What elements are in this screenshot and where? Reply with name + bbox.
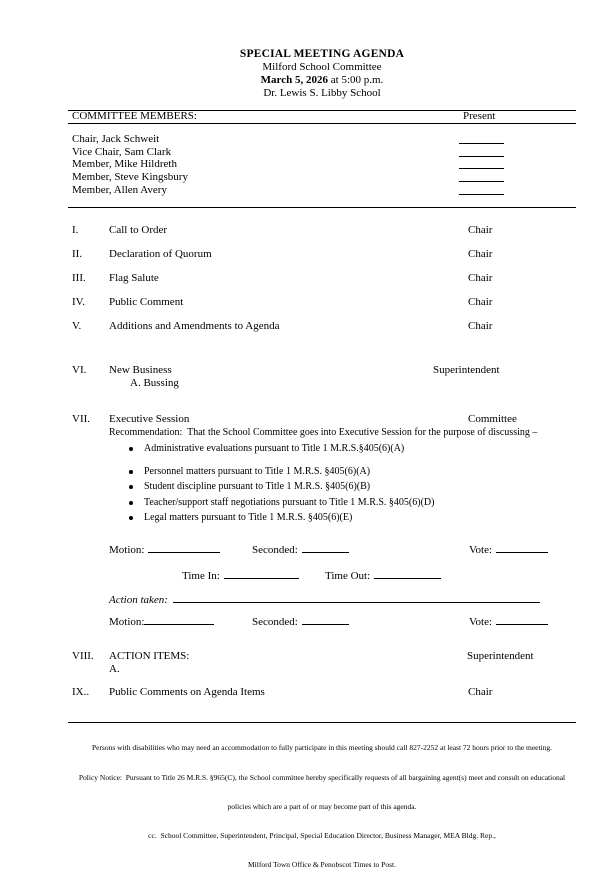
- agenda-item-row: [68, 248, 576, 261]
- seconded-label: Seconded:: [252, 616, 298, 628]
- sub-item: A. Bussing: [130, 377, 179, 389]
- vote-label: Vote:: [469, 544, 493, 556]
- bullet-text: Teacher/support staff negotiations pursuant to Title 1 M.R.S. §405(6)(D): [144, 497, 435, 508]
- committee-members-header: [68, 110, 576, 124]
- item-numeral: VII.: [72, 413, 91, 425]
- member-row: [68, 184, 576, 196]
- item-assignee: Chair: [468, 296, 493, 308]
- seconded-blank-line: [302, 615, 349, 625]
- action-taken-blank-line: [173, 593, 540, 603]
- agenda-item-row: [68, 686, 576, 699]
- item-title: Public Comments on Agenda Items: [109, 686, 265, 698]
- item-assignee: Superintendent: [467, 650, 534, 662]
- time-row: [68, 569, 576, 583]
- meeting-date: March 5, 2026: [260, 74, 328, 86]
- bullet-icon: [129, 516, 133, 520]
- recommendation-text: Recommendation: That the School Committee goes into Executive Session for the purpose of discussing –: [109, 427, 538, 438]
- item-numeral: I.: [72, 224, 79, 236]
- bullet-text: Administrative evaluations pursuant to Title 1 M.R.S.§405(6)(A): [144, 443, 405, 454]
- footer-line: cc. School Committee, Superintendent, Principal, Special Education Director, Business Manager, MEA Bldg. Rep.,: [148, 830, 496, 840]
- meeting-time: at 5:00 p.m.: [328, 74, 384, 86]
- footer-line: Persons with disabilities who may need an accommodation to fully participate in this meeting should call 827-2252 at least 72 hours prior to the meeting.: [91, 743, 553, 753]
- time-out-label: Time Out:: [325, 570, 371, 582]
- bullet-text: Student discipline pursuant to Title 1 M.R.S. §405(6)(B): [144, 481, 371, 492]
- document-header: [68, 48, 576, 100]
- member-row: [68, 133, 576, 145]
- member-row: [68, 146, 576, 158]
- present-blank-line: [459, 146, 504, 157]
- item-title: ACTION ITEMS:: [109, 650, 190, 662]
- time-out-field: [325, 569, 441, 583]
- bullet-item: [68, 512, 576, 524]
- item-title: Call to Order: [109, 224, 168, 236]
- date-line: [68, 74, 576, 87]
- bullet-icon: [129, 470, 133, 474]
- meeting-title: SPECIAL MEETING AGENDA: [239, 48, 405, 60]
- motion-field: [109, 543, 220, 557]
- seconded-field: [252, 615, 349, 629]
- bullet-item: [68, 481, 576, 493]
- member-name: Member, Mike Hildreth: [72, 158, 177, 170]
- item-assignee: Chair: [468, 272, 493, 284]
- item-title: Executive Session: [109, 413, 190, 425]
- item-numeral: VIII.: [72, 650, 94, 662]
- vote-label: Vote:: [469, 616, 493, 628]
- time-in-field: [182, 569, 299, 583]
- item-assignee: Chair: [468, 248, 493, 260]
- bullet-icon: [129, 501, 133, 505]
- item-numeral: III.: [72, 272, 86, 284]
- agenda-item-row: [68, 413, 576, 426]
- footer-divider: [68, 722, 576, 723]
- item-title: New Business: [109, 364, 172, 376]
- item-title: Flag Salute: [109, 272, 159, 284]
- vote-blank-line: [496, 543, 548, 553]
- agenda-item-row: [68, 224, 576, 237]
- section-divider: [68, 207, 576, 208]
- item-numeral: VI.: [72, 364, 87, 376]
- motion-row: [68, 615, 576, 629]
- time-in-blank-line: [224, 569, 299, 579]
- agenda-item-row: [68, 272, 576, 285]
- item-title: Public Comment: [109, 296, 184, 308]
- agenda-item-row: [68, 320, 576, 333]
- item-assignee: Chair: [468, 686, 493, 698]
- meeting-location: Dr. Lewis S. Libby School: [263, 87, 381, 99]
- agenda-item-row: [68, 650, 576, 663]
- seconded-blank-line: [302, 543, 349, 553]
- motion-label: Motion:: [109, 616, 145, 628]
- item-assignee: Chair: [468, 320, 493, 332]
- member-row: [68, 171, 576, 183]
- time-out-blank-line: [374, 569, 441, 579]
- present-blank-line: [459, 133, 504, 144]
- vote-field: [469, 615, 548, 629]
- item-numeral: IV.: [72, 296, 85, 308]
- item-numeral: V.: [72, 320, 82, 332]
- item-title: Additions and Amendments to Agenda: [109, 320, 280, 332]
- motion-row: [68, 543, 576, 557]
- footer: [68, 724, 576, 889]
- motion-field: [109, 615, 214, 629]
- action-taken-label: Action taken:: [109, 594, 168, 606]
- motion-blank-line: [144, 615, 214, 625]
- bullet-text: Personnel matters pursuant to Title 1 M.R.S. §405(6)(A): [144, 466, 371, 477]
- item-assignee: Superintendent: [433, 364, 500, 376]
- footer-line: Policy Notice: Pursuant to Title 26 M.R.S. §965(C), the School committee hereby specifically requests of all bargaining agent(s) meet and consult on educational: [78, 772, 566, 782]
- bullet-item: [68, 497, 576, 509]
- bullet-item: [68, 466, 576, 478]
- present-blank-line: [459, 171, 504, 182]
- organization-name: Milford School Committee: [262, 61, 382, 73]
- committee-members-heading: COMMITTEE MEMBERS:: [72, 110, 197, 122]
- agenda-item-row: [68, 364, 576, 377]
- agenda-item-row: [68, 296, 576, 309]
- member-name: Vice Chair, Sam Clark: [72, 146, 172, 158]
- bullet-item: [68, 443, 576, 455]
- seconded-field: [252, 543, 349, 557]
- present-column-heading: Present: [463, 110, 496, 122]
- item-assignee: Chair: [468, 224, 493, 236]
- present-blank-line: [459, 158, 504, 169]
- item-numeral: II.: [72, 248, 83, 260]
- vote-blank-line: [496, 615, 548, 625]
- present-blank-line: [459, 184, 504, 195]
- vote-field: [469, 543, 548, 557]
- action-taken-row: [68, 593, 540, 607]
- member-name: Chair, Jack Schweit: [72, 133, 160, 145]
- seconded-label: Seconded:: [252, 544, 298, 556]
- bullet-text: Legal matters pursuant to Title 1 M.R.S. §405(6)(E): [144, 512, 353, 523]
- member-row: [68, 158, 576, 170]
- item-assignee: Committee: [468, 413, 517, 425]
- sub-item: A.: [109, 663, 120, 675]
- item-title: Declaration of Quorum: [109, 248, 212, 260]
- member-name: Member, Steve Kingsbury: [72, 171, 188, 183]
- motion-label: Motion:: [109, 544, 145, 556]
- item-numeral: IX..: [72, 686, 90, 698]
- footer-line: Milford Town Office & Penobscot Times to Post.: [248, 859, 396, 869]
- bullet-icon: [129, 485, 133, 489]
- time-in-label: Time In:: [182, 570, 220, 582]
- member-name: Member, Allen Avery: [72, 184, 167, 196]
- bullet-icon: [129, 447, 133, 451]
- motion-blank-line: [148, 543, 220, 553]
- footer-line: policies which are a part of or may become part of this agenda.: [227, 801, 417, 811]
